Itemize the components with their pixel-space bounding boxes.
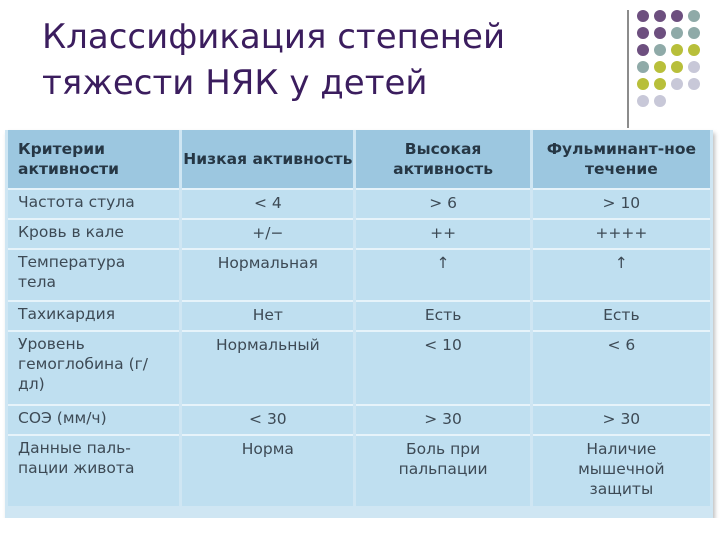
decorative-dot [671, 44, 683, 56]
row-label: Температура тела [8, 248, 179, 300]
row-label: Уровень гемоглобина (г/дл) [8, 330, 179, 404]
severity-table-container [5, 130, 713, 518]
decorative-dot [671, 61, 683, 73]
cell-value: < 6 [533, 330, 710, 404]
cell-value: > 10 [533, 188, 710, 218]
table-row [8, 300, 710, 330]
cell-value: ↑ [533, 248, 710, 300]
row-label: Кровь в кале [8, 218, 179, 248]
slide-title [42, 14, 602, 106]
decorative-dot [688, 95, 700, 107]
table-row [8, 434, 710, 506]
cell-value: Есть [533, 300, 710, 330]
cell-value: Есть [356, 300, 529, 330]
table-row [8, 188, 710, 218]
cell-value: Наличие мышечной защиты [533, 434, 710, 506]
cell-value: > 30 [356, 404, 529, 434]
decorative-dot [654, 95, 666, 107]
cell-value: > 30 [533, 404, 710, 434]
decorative-dot [637, 27, 649, 39]
decorative-dot [637, 61, 649, 73]
decorative-dot [688, 10, 700, 22]
decorative-dot [654, 44, 666, 56]
row-label: Тахикардия [8, 300, 179, 330]
cell-value: Нормальный [182, 330, 353, 404]
decorative-dot [671, 95, 683, 107]
header-fulminant: Фульминант-ное течение [533, 130, 710, 188]
severity-table [5, 130, 713, 506]
row-label: СОЭ (мм/ч) [8, 404, 179, 434]
page-bottom-margin [0, 518, 720, 540]
decorative-dot [671, 10, 683, 22]
cell-value: < 10 [356, 330, 529, 404]
decorative-dot-grid [637, 10, 700, 107]
cell-value: ++ [356, 218, 529, 248]
cell-value: Нормальная [182, 248, 353, 300]
decorative-dot [688, 78, 700, 90]
cell-value: ++++ [533, 218, 710, 248]
cell-value: < 4 [182, 188, 353, 218]
cell-value: < 30 [182, 404, 353, 434]
decorative-dot [688, 44, 700, 56]
slide-title-line-2: тяжести НЯК у детей [42, 63, 428, 103]
table-row [8, 330, 710, 404]
cell-value: Нет [182, 300, 353, 330]
decorative-dot [637, 10, 649, 22]
cell-value: ↑ [356, 248, 529, 300]
table-row [8, 248, 710, 300]
header-high-activity: Высокая активность [356, 130, 529, 188]
header-low-activity: Низкая активность [182, 130, 353, 188]
cell-value: Боль при пальпации [356, 434, 529, 506]
decorative-dot [637, 44, 649, 56]
row-label: Частота стула [8, 188, 179, 218]
decorative-dot [654, 27, 666, 39]
decorative-dot [688, 61, 700, 73]
table-row [8, 404, 710, 434]
header-criteria: Критерии активности [8, 130, 179, 188]
table-row [8, 218, 710, 248]
slide-title-line-1: Классификация степеней [42, 17, 506, 57]
cell-value: > 6 [356, 188, 529, 218]
decorative-dot [688, 27, 700, 39]
cell-value: +/− [182, 218, 353, 248]
decorative-dot [654, 78, 666, 90]
decorative-dot [654, 10, 666, 22]
decorative-dot [654, 61, 666, 73]
decorative-divider [627, 10, 629, 128]
decorative-dot [671, 78, 683, 90]
table-header [8, 130, 710, 188]
cell-value: Норма [182, 434, 353, 506]
decorative-dot [671, 27, 683, 39]
decorative-dot [637, 95, 649, 107]
decorative-dot [637, 78, 649, 90]
row-label: Данные паль-пации живота [8, 434, 179, 506]
